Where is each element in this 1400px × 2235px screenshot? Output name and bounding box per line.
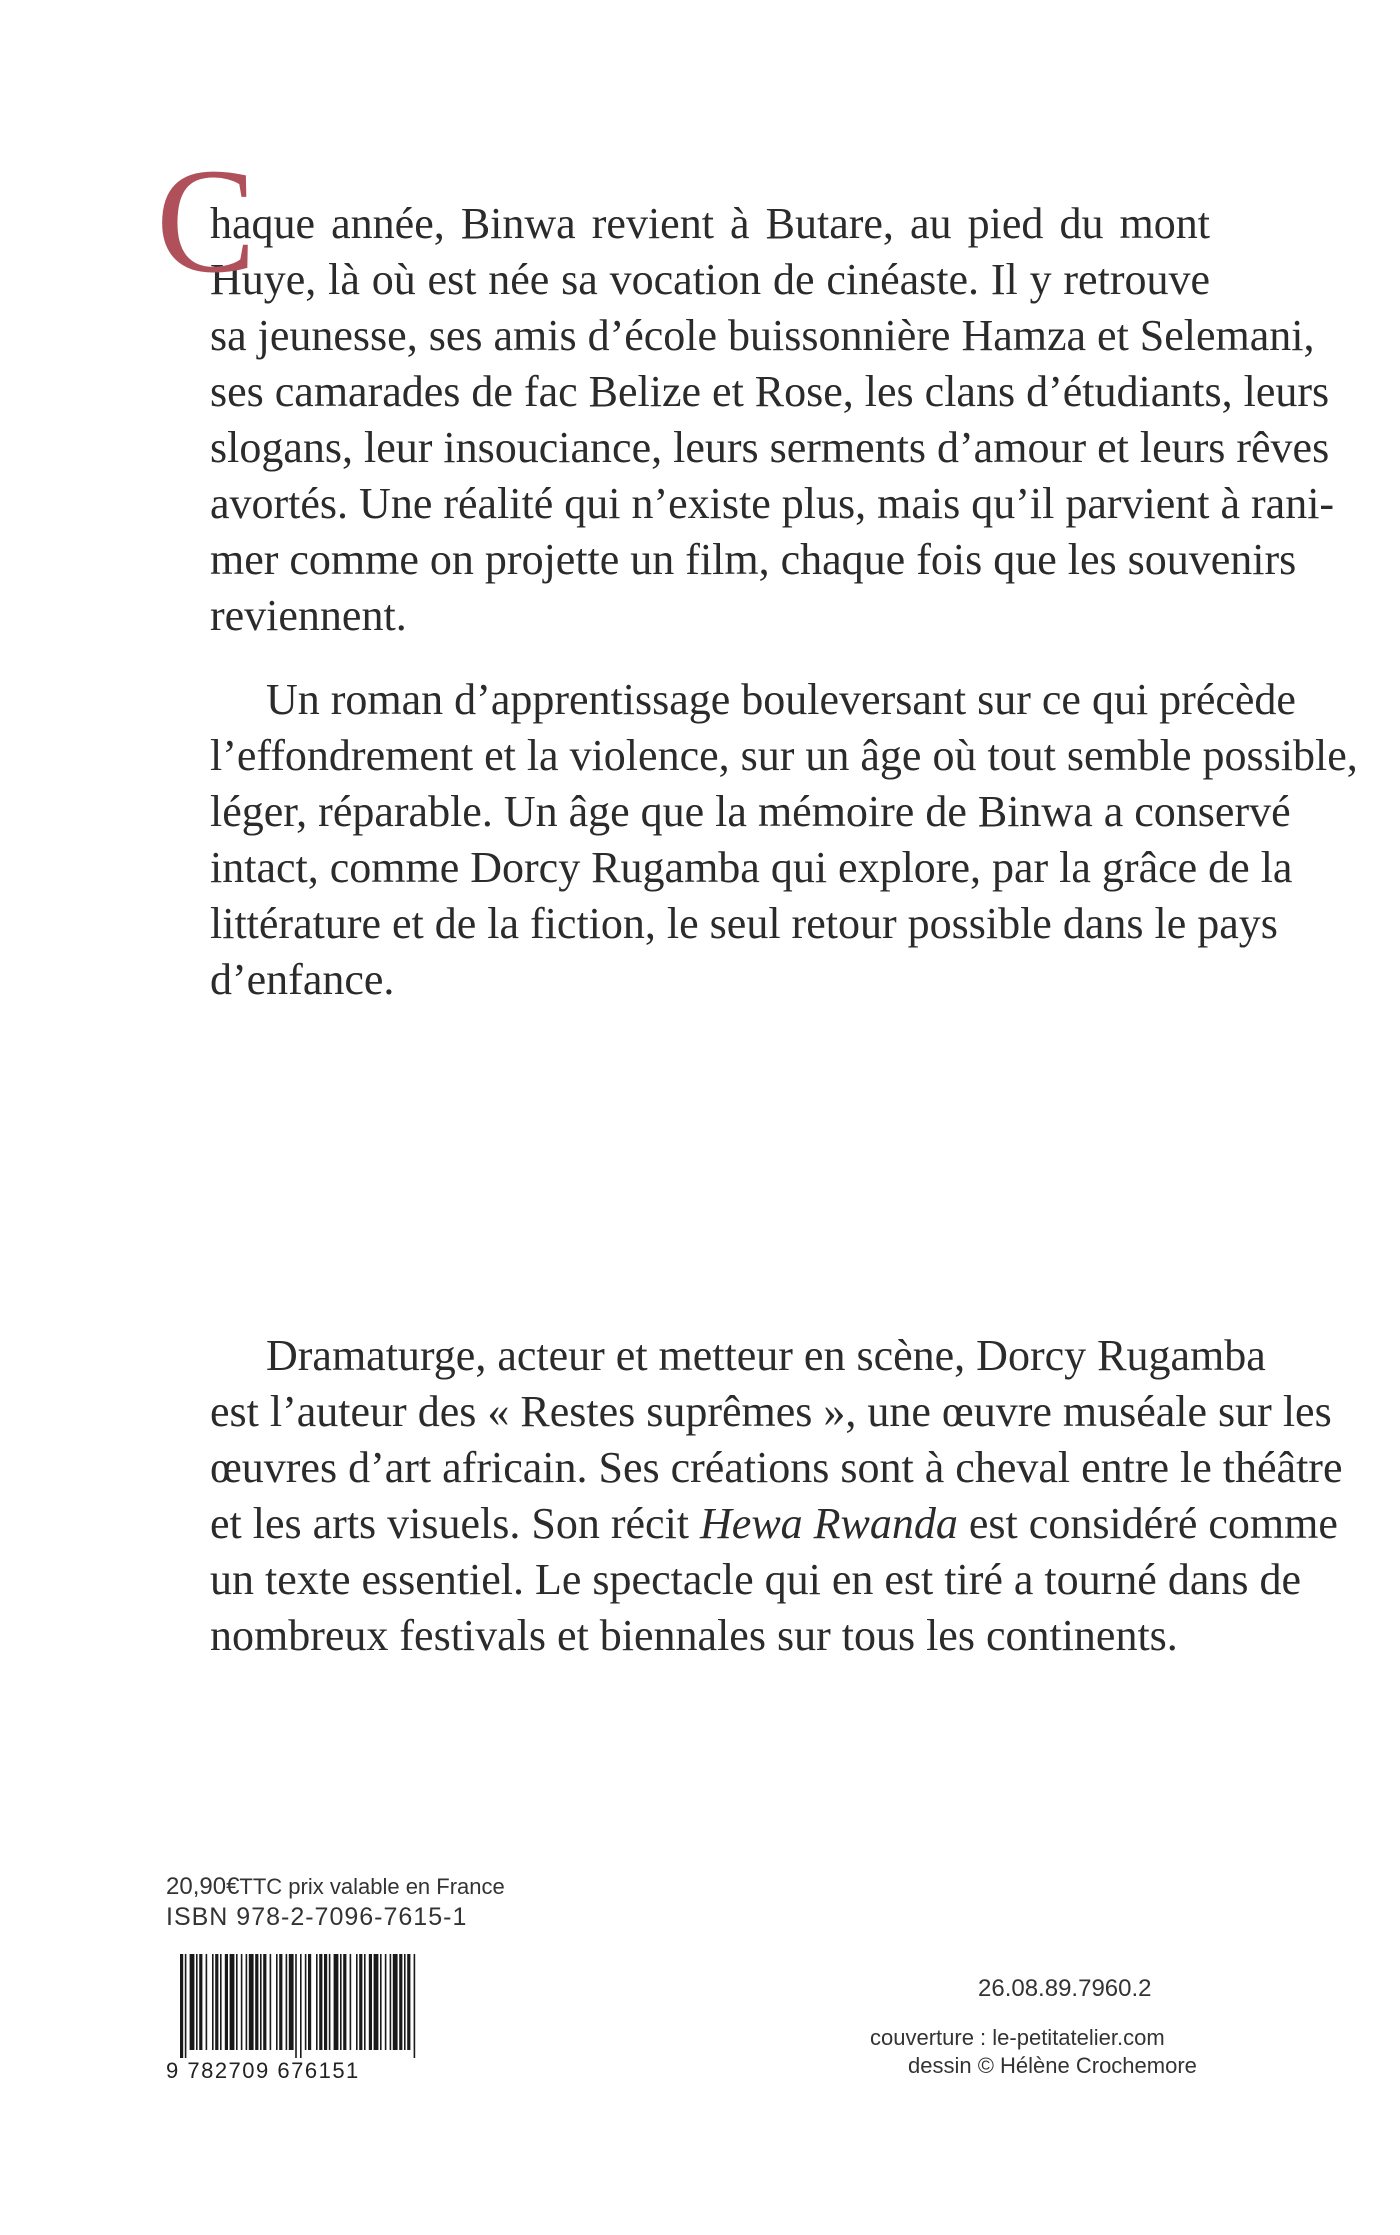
book-title-italic: Hewa Rwanda: [700, 1499, 958, 1548]
barcode-bar: [300, 1954, 302, 2058]
price-suffix: TTC prix valable en France: [239, 1874, 505, 1899]
barcode-bar: [308, 1954, 311, 2050]
barcode-bar: [263, 1954, 266, 2050]
barcode-bar: [276, 1954, 278, 2050]
barcode-bar: [286, 1954, 288, 2050]
barcode-bar: [305, 1954, 307, 2050]
barcode-bar: [385, 1954, 387, 2050]
barcode-bar: [334, 1954, 339, 2050]
isbn: ISBN 978-2-7096-7615-1: [166, 1903, 468, 1931]
barcode-bar: [399, 1954, 402, 2050]
barcode-bar: [241, 1954, 243, 2050]
barcode-bar: [225, 1954, 228, 2050]
summary-line-1-text: haque année, Binwa revient à Butare, au pied du mont: [210, 199, 1210, 248]
barcode-bar: [316, 1954, 318, 2050]
pitch-line-6: d’enfance.: [210, 955, 395, 1004]
barcode-bar: [190, 1954, 195, 2050]
pitch-line-1: Un roman d’apprentissage bouleversant sur ce qui précède: [266, 675, 1296, 724]
barcode-bar: [255, 1954, 258, 2050]
cover-credit: couverture : le-petitatelier.com: [870, 2025, 1165, 2050]
summary-line-6: avortés. Une réalité qui n’existe plus, mais qu’il parvient à rani-: [210, 479, 1335, 528]
summary-line-8: reviennent.: [210, 591, 407, 640]
barcode-bar: [230, 1954, 235, 2050]
bio-line-4: [210, 1496, 1338, 1552]
barcode-bar: [324, 1954, 327, 2050]
barcode-bar: [319, 1954, 322, 2050]
drop-cap: C: [156, 138, 257, 304]
bio-line-3: œuvres d’art africain. Ses créations sont à cheval entre le théâtre: [210, 1443, 1343, 1492]
barcode-bar: [359, 1954, 362, 2050]
barcode-bar: [393, 1954, 398, 2050]
barcode-bars: [180, 1954, 415, 2058]
barcode-bar: [260, 1954, 262, 2050]
bio-line-4a: et les arts visuels. Son récit: [210, 1499, 690, 1548]
barcode-bar: [369, 1954, 372, 2050]
barcode: [166, 1952, 426, 2082]
barcode-bar: [295, 1954, 297, 2058]
pitch-line-3: léger, réparable. Un âge que la mémoire de Binwa a conservé: [210, 787, 1291, 836]
summary-line-4: ses camarades de fac Belize et Rose, les clans d’étudiants, leurs: [210, 367, 1330, 416]
barcode-bar: [374, 1954, 379, 2050]
currency-symbol: €: [226, 1873, 240, 1900]
summary-line-2: Huye, là où est née sa vocation de cinéaste. Il y retrouve: [210, 255, 1210, 304]
summary-line-7: mer comme on projette un film, chaque fois que les souvenirs: [210, 535, 1297, 584]
bio-line-4b: est considéré comme: [968, 1499, 1338, 1548]
barcode-bar: [236, 1954, 238, 2050]
barcode-bar: [350, 1954, 352, 2050]
bio-line-1: Dramaturge, acteur et metteur en scène, Dorcy Rugamba: [266, 1331, 1266, 1380]
barcode-bar: [404, 1954, 406, 2050]
barcode-bar: [220, 1954, 222, 2050]
barcode-bar: [270, 1954, 272, 2050]
summary-line-3: sa jeunesse, ses amis d’école buissonnière Hamza et Selemani,: [210, 311, 1315, 360]
barcode-bar: [340, 1954, 342, 2050]
barcode-bar: [380, 1954, 382, 2050]
barcode-bar: [364, 1954, 366, 2050]
barcode-bar: [279, 1954, 282, 2050]
barcode-bar: [289, 1954, 294, 2050]
summary-line-5: slogans, leur insouciance, leurs serments d’amour et leurs rêves: [210, 423, 1330, 472]
summary-paragraph: [156, 138, 1335, 644]
drawing-credit: dessin © Hélène Crochemore: [908, 2053, 1197, 2078]
barcode-bar: [249, 1954, 254, 2050]
internal-code: 26.08.89.7960.2: [978, 1975, 1152, 2002]
pitch-line-5: littérature et de la fiction, le seul retour possible dans le pays: [210, 899, 1278, 948]
barcode-digits: 9 782709 676151: [166, 2058, 360, 2082]
barcode-bar: [246, 1954, 248, 2050]
barcode-bar: [196, 1954, 198, 2050]
price-amount: 20,90: [166, 1873, 227, 1900]
pitch-line-4: intact, comme Dorcy Rugamba qui explore, par la grâce de la: [210, 843, 1293, 892]
pitch-paragraph: [210, 672, 1358, 1008]
barcode-bar: [206, 1954, 208, 2050]
barcode-bar: [185, 1954, 187, 2058]
bio-line-5: un texte essentiel. Le spectacle qui en est tiré a tourné dans de: [210, 1555, 1302, 1604]
price-line: [166, 1873, 505, 1901]
barcode-bar: [356, 1954, 358, 2050]
pitch-line-2: l’effondrement et la violence, sur un âge où tout semble possible,: [210, 731, 1358, 780]
barcode-bar: [414, 1954, 416, 2058]
barcode-bar: [390, 1954, 392, 2050]
barcode-bar: [199, 1954, 202, 2050]
barcode-bar: [329, 1954, 331, 2050]
bio-line-6: nombreux festivals et biennales sur tous les continents.: [210, 1611, 1178, 1660]
barcode-bar: [212, 1954, 214, 2050]
barcode-bar: [180, 1954, 183, 2058]
barcode-bar: [343, 1954, 346, 2050]
author-bio: [210, 1328, 1343, 1664]
barcode-bar: [407, 1954, 410, 2050]
barcode-bar: [215, 1954, 218, 2050]
bio-line-2: est l’auteur des « Restes suprêmes », une œuvre muséale sur les: [210, 1387, 1332, 1436]
